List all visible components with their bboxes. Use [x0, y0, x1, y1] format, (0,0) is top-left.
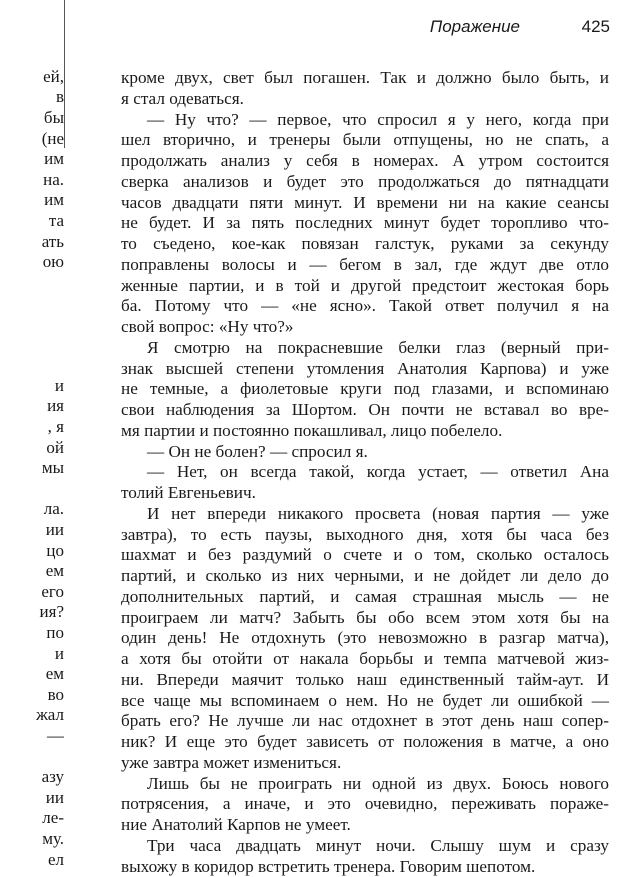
margin-fragment: им — [0, 149, 64, 169]
text-line: проиграем ли матч? Забыть бы обо всем этом хотя бы на — [121, 608, 609, 629]
margin-fragment: , я — [0, 417, 64, 437]
text-line: ни. Впереди маячит только наш единственный тайм-аут. И — [121, 670, 609, 691]
text-line: не темные, а фиолетовые круги под глазами, и вспоминаю — [121, 379, 609, 400]
text-line: выхожу в коридор встретить тренера. Говорим шепотом. — [121, 857, 609, 877]
text-line: ник? И еще это будет зависеть от положения в матче, а оно — [121, 732, 609, 753]
text-line: все чаще мы вспоминаем о нем. Но не будет ли ошибкой — — [121, 691, 609, 712]
margin-fragment: ать — [0, 232, 64, 252]
text-line: завтра), то есть паузы, выходного дня, хотя бы часа без — [121, 525, 609, 546]
text-line: мя партии и постоянно покашливал, лицо побелело. — [121, 421, 609, 442]
text-line: свои наблюдения за Шортом. Он почти не вставал во вре- — [121, 400, 609, 421]
margin-fragment: ей, — [0, 67, 64, 87]
text-line: — Он не болен? — спросил я. — [121, 442, 609, 463]
margin-fragment: и — [0, 644, 64, 664]
margin-fragment: по — [0, 623, 64, 643]
margin-fragment: (не — [0, 129, 64, 149]
margin-fragment: ем — [0, 664, 64, 684]
margin-fragment: ем — [0, 561, 64, 581]
margin-fragment: ою — [0, 252, 64, 272]
text-line: свой вопрос: «Ну что?» — [121, 317, 609, 338]
margin-rule — [64, 0, 65, 148]
margin-fragment: азу — [0, 767, 64, 787]
margin-fragment: бы — [0, 108, 64, 128]
text-line: уже завтра может измениться. — [121, 753, 609, 774]
margin-fragment: та — [0, 211, 64, 231]
margin-fragment: ия? — [0, 602, 64, 622]
margin-fragment: — — [0, 726, 64, 746]
text-line: — Нет, он всегда такой, когда устает, — ответил Ана — [121, 462, 609, 483]
text-line: шел вторично, и тренеры были отпущены, но не спать, а — [121, 130, 609, 151]
margin-fragment: на. — [0, 170, 64, 190]
text-line: ние Анатолий Карпов не умеет. — [121, 815, 609, 836]
running-head-title: Поражение — [400, 16, 520, 38]
text-line: ба. Потому что — «не ясно». Такой ответ получил я на — [121, 296, 609, 317]
text-line: поправлены волосы и — бегом в зал, где ждут две отло — [121, 255, 609, 276]
page-text-body — [121, 68, 609, 877]
text-line: И нет впереди никакого просвета (новая партия — уже — [121, 504, 609, 525]
text-line: потрясения, а иначе, и это очевидно, переживать пораже- — [121, 794, 609, 815]
text-line: дополнительных партий, и самая страшная мысль — не — [121, 587, 609, 608]
text-line: брать его? Не лучше ли нас отдохнет в этот день наш сопер- — [121, 711, 609, 732]
text-line: Я смотрю на покрасневшие белки глаз (верный при- — [121, 338, 609, 359]
margin-fragment: цо — [0, 541, 64, 561]
text-line: не будет. И за пять последних минут будет торопливо что- — [121, 213, 609, 234]
text-line: Три часа двадцать минут ночи. Слышу шум и сразу — [121, 836, 609, 857]
previous-page-margin — [0, 0, 64, 868]
margin-fragment: его — [0, 582, 64, 602]
margin-fragment: им — [0, 190, 64, 210]
margin-fragment: в — [0, 87, 64, 107]
margin-fragment: ле- — [0, 808, 64, 828]
margin-fragment: му. — [0, 829, 64, 849]
text-line: я стал одеваться. — [121, 89, 609, 110]
page-number: 425 — [546, 16, 610, 38]
margin-fragment: ия — [0, 396, 64, 416]
text-line: знак высшей степени утомления Анатолия Карпова) и уже — [121, 359, 609, 380]
text-line: кроме двух, свет был погашен. Так и должно было быть, и — [121, 68, 609, 89]
text-line: сверка анализов и будет это продолжаться до пятнадцати — [121, 172, 609, 193]
text-line: женные партии, и в той и другой предстоит жестокая борь — [121, 276, 609, 297]
text-line: один день! Не отдохнуть (это невозможно в разгар матча), — [121, 628, 609, 649]
text-line: Лишь бы не проиграть ни одной из двух. Боюсь нового — [121, 774, 609, 795]
margin-fragment: ла. — [0, 499, 64, 519]
text-line: — Ну что? — первое, что спросил я у него, когда при — [121, 110, 609, 131]
margin-fragment: ии — [0, 520, 64, 540]
margin-fragment: ии — [0, 788, 64, 808]
margin-fragment: жал — [0, 705, 64, 725]
text-line: шахмат и без раздумий о счете и о том, сколько осталось — [121, 545, 609, 566]
text-line: часов двадцати пяти минут. И времени ни на какие сеансы — [121, 193, 609, 214]
margin-fragment: ел — [0, 850, 64, 868]
text-line: а хотя бы отойти от накала борьбы и темпа матчевой жиз- — [121, 649, 609, 670]
margin-fragment: во — [0, 685, 64, 705]
margin-fragment: ой — [0, 438, 64, 458]
text-line: партий, и сколько из них черными, и не дойдет ли дело до — [121, 566, 609, 587]
text-line: продолжать анализ у себя в номерах. А утром состоится — [121, 151, 609, 172]
margin-fragment: и — [0, 376, 64, 396]
text-line: толий Евгеньевич. — [121, 483, 609, 504]
text-line: то съедено, кое-как повязан галстук, руками за секунду — [121, 234, 609, 255]
margin-fragment: мы — [0, 458, 64, 478]
